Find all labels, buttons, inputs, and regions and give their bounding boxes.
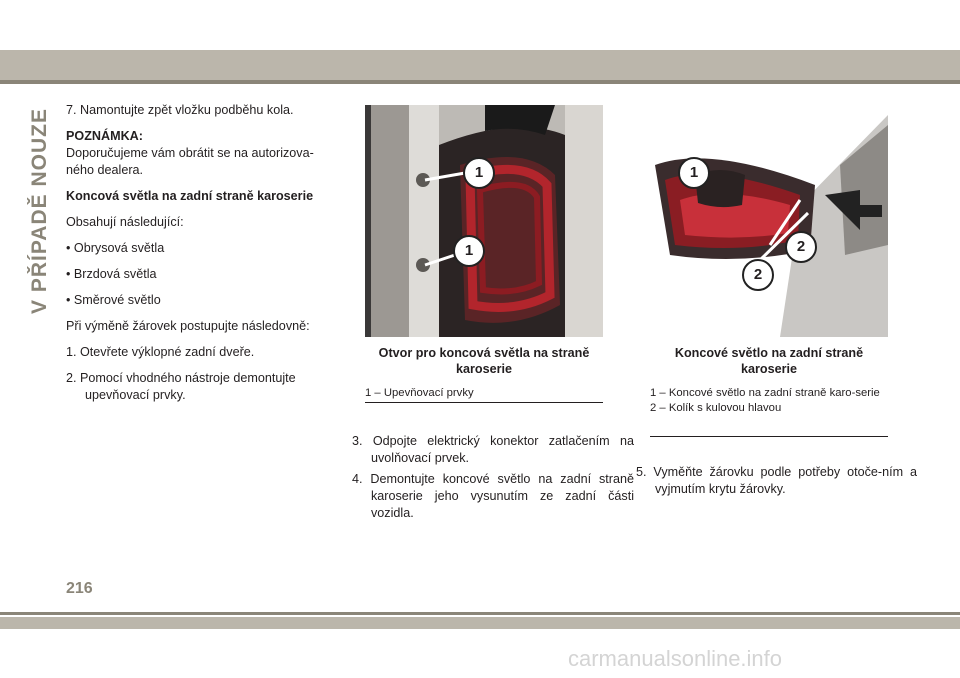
step-1: 1. Otevřete výklopné zadní dveře.	[66, 345, 255, 359]
step-5: 5. Vyměňte žárovku podle potřeby otoče-ním a vyjmutím krytu žárovky.	[636, 465, 917, 496]
note-title: POZNÁMKA:	[66, 129, 143, 143]
callout-badge: 1	[463, 157, 495, 189]
text-column-1	[66, 102, 336, 413]
legend-rule	[650, 436, 888, 437]
callout-badge: 2	[742, 259, 774, 291]
bullet-item: • Směrové světlo	[66, 293, 161, 307]
bullet-item: • Obrysová světla	[66, 241, 165, 255]
header-rule	[0, 80, 960, 84]
figure-2-legend	[650, 386, 888, 416]
tail-light-unit-illustration	[650, 105, 888, 337]
legend-item: 2 – Kolík s kulovou hlavou	[650, 402, 782, 414]
intro-text: Obsahují následující:	[66, 215, 184, 229]
step-3: 3. Odpojte elektrický konektor zatlačením na uvolňovací prvek.	[352, 434, 634, 465]
page-number: 216	[66, 580, 93, 597]
footer-band	[0, 617, 960, 629]
bullet-item: • Brzdová světla	[66, 267, 157, 281]
procedure-text: Při výměně žárovek postupujte následovně:	[66, 319, 310, 333]
callout-badge: 1	[678, 157, 710, 189]
legend-rule	[365, 402, 603, 403]
figure-1-legend: 1 – Upevňovací prvky	[365, 387, 474, 399]
tail-light-opening-illustration	[365, 105, 603, 337]
callout-badge: 1	[453, 235, 485, 267]
header-band	[0, 50, 960, 80]
figure-2-caption: Koncové světlo na zadní straně karoserie	[674, 346, 864, 376]
step-7: 7. Namontujte zpět vložku podběhu kola.	[66, 103, 294, 117]
figure-1-caption: Otvor pro koncová světla na straně karoserie	[378, 346, 590, 376]
figure-2-photo	[650, 105, 888, 337]
section-side-label: V PŘÍPADĚ NOUZE	[28, 108, 51, 314]
callout-badge: 2	[785, 231, 817, 263]
figure-1-photo	[365, 105, 603, 337]
watermark-text: carmanualsonline.info	[568, 646, 783, 671]
step-2: 2. Pomocí vhodného nástroje demontujte upevňovací prvky.	[66, 371, 296, 402]
section-heading: Koncová světla na zadní straně karoserie	[66, 189, 314, 203]
step-4: 4. Demontujte koncové světlo na zadní straně karoserie jeho vysunutím ze zadní části vozidla.	[352, 472, 634, 520]
legend-item: 1 – Koncové světlo na zadní straně karo-serie	[650, 387, 880, 399]
footer-rule	[0, 612, 960, 615]
note-text: Doporučujeme vám obrátit se na autorizova-ného dealera.	[66, 146, 314, 177]
